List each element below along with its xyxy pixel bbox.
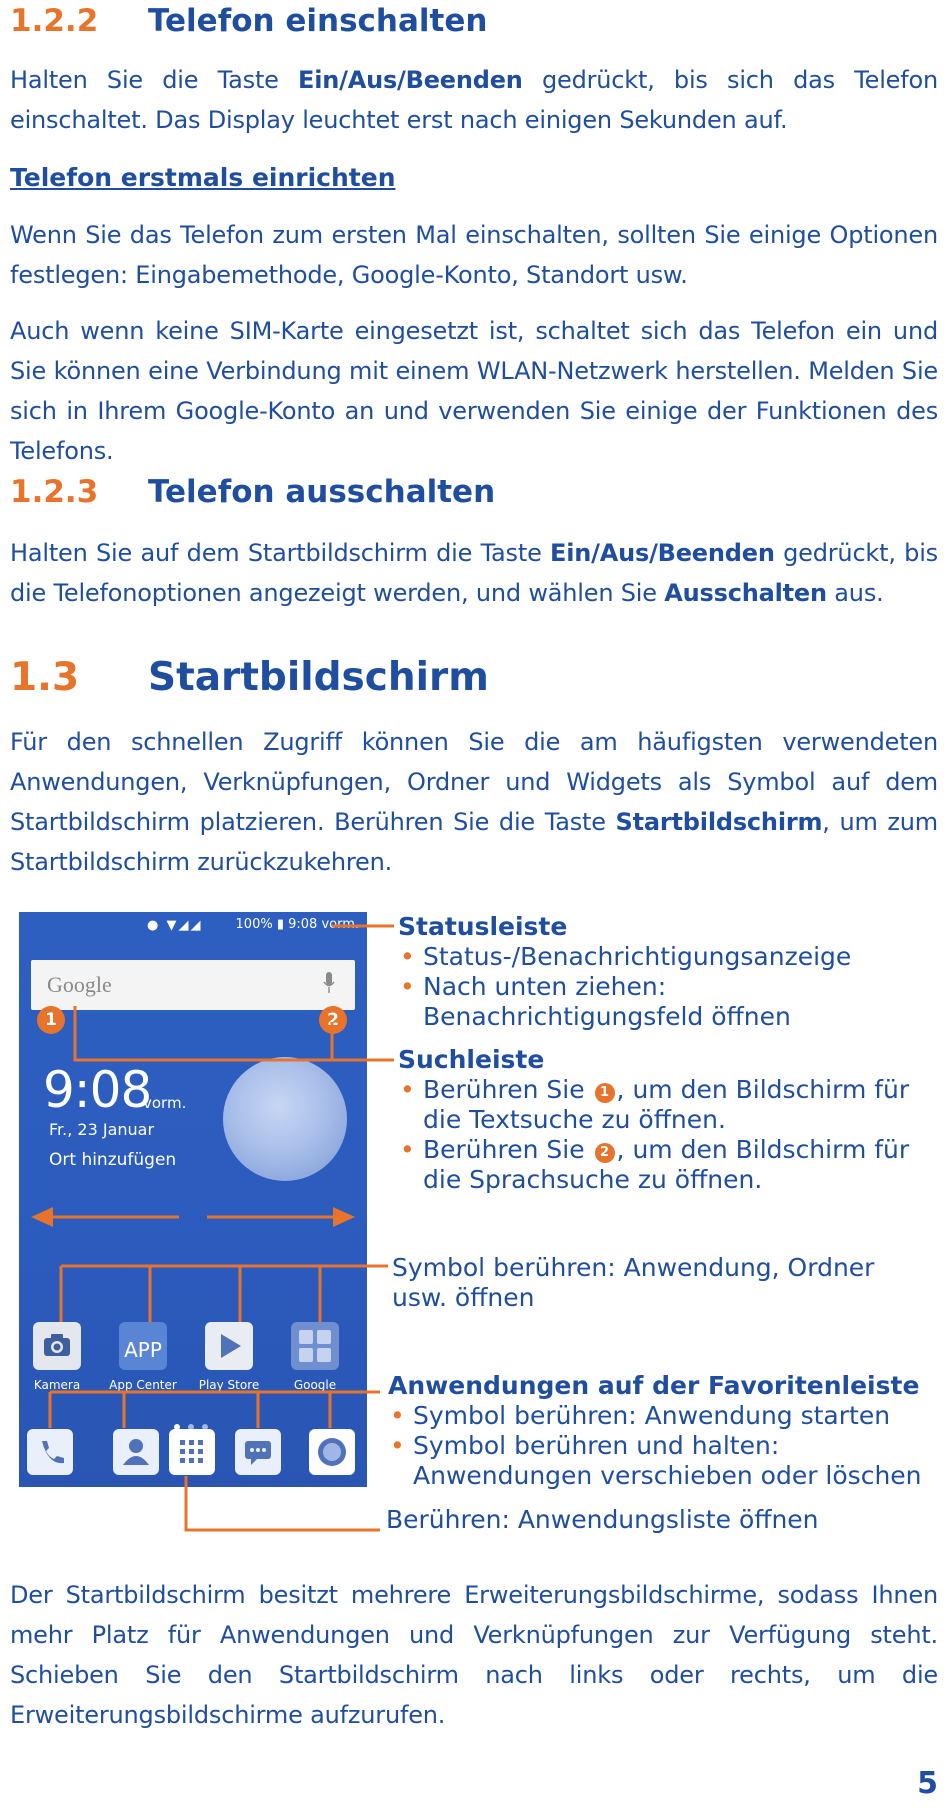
page-number: 5 xyxy=(917,1766,938,1801)
app-label: Google xyxy=(293,1378,337,1392)
callout-item xyxy=(398,1135,918,1195)
text: , um den Bildschirm für die Sprachsuche zu öffnen. xyxy=(423,1135,910,1194)
app-google[interactable] xyxy=(277,1322,353,1392)
text: Halten Sie die Taste xyxy=(10,66,299,94)
text: Berühren Sie xyxy=(423,1075,593,1104)
paragraph-power-off xyxy=(10,533,938,613)
paragraph-homescreen xyxy=(10,722,938,882)
text: , um den Bildschirm für die Textsuche zu öffnen. xyxy=(423,1075,910,1134)
callout-item: • Symbol berühren und halten: Anwendungen verschieben oder löschen xyxy=(388,1431,928,1491)
app-drawer-icon xyxy=(169,1429,215,1475)
section-number: 1.2.3 xyxy=(10,474,99,510)
callout-badge-2: 2 xyxy=(319,1006,347,1034)
callout-search-bar xyxy=(398,1045,918,1195)
key-name: Ein/Aus/Beenden xyxy=(550,539,775,567)
callout-item: • Status-/Benachrichtigungsanzeige xyxy=(398,942,918,972)
paragraph-no-sim: Auch wenn keine SIM-Karte eingesetzt ist, schaltet sich das Telefon ein und Sie können eine Verbindung mit einem WLAN-Netzwerk herstellen. Melden Sie sich in Ihrem Google-Konto an und verwenden Sie einige der Funktionen des Telefons. xyxy=(10,317,938,465)
callout-title: Statusleiste xyxy=(398,912,568,941)
key-name: Startbildschirm xyxy=(615,808,823,836)
search-logo: Google xyxy=(47,972,112,997)
text: gedrückt, bis sich das Telefon einschaltet. Das Display leuchtet erst nach einigen Sekunden auf. xyxy=(10,66,938,134)
section-title: Startbildschirm xyxy=(148,655,489,700)
phone-dial-button[interactable] xyxy=(27,1429,73,1475)
heading-1-2-3 xyxy=(10,472,496,512)
google-folder-icon xyxy=(291,1322,339,1370)
callout-app-list: Berühren: Anwendungsliste öffnen xyxy=(386,1505,819,1534)
paragraph-first-setup: Wenn Sie das Telefon zum ersten Mal einschalten, sollten Sie einige Optionen festlegen: Eingabemethode, Google-Konto, Standort usw. xyxy=(10,221,938,289)
paragraph-extended-screens: Der Startbildschirm besitzt mehrere Erweiterungsbildschirme, sodass Ihnen mehr Platz für Anwendungen und Verknüpfungen zur Verfügung steht. Schieben Sie den Startbildschirm nach links oder rechts, um die Erweiterungsbildschirme aufzurufen. xyxy=(10,1581,938,1729)
text: gedrückt, bis die Telefonoptionen angezeigt werden, und wählen Sie xyxy=(10,539,938,607)
section-number: 1.3 xyxy=(10,655,80,700)
text: aus. xyxy=(826,579,884,607)
text: Berühren Sie xyxy=(423,1135,593,1164)
phone-icon xyxy=(27,1429,73,1475)
app-camera[interactable] xyxy=(19,1322,95,1392)
section-title: Telefon ausschalten xyxy=(148,474,496,510)
app-app-center[interactable] xyxy=(105,1322,181,1392)
option-name: Ausschalten xyxy=(664,579,827,607)
contacts-icon xyxy=(113,1429,159,1475)
app-center-icon-text: APP xyxy=(124,1338,162,1362)
text: Halten Sie auf dem Startbildschirm die Taste xyxy=(10,539,551,567)
badge-1-inline: 1 xyxy=(595,1083,615,1103)
weather-moon-icon xyxy=(223,1057,347,1181)
heading-1-3 xyxy=(10,654,489,702)
add-location-link[interactable]: Ort hinzufügen xyxy=(49,1150,177,1170)
swipe-arrows-icon xyxy=(31,1202,355,1232)
clock-widget-suffix: vorm. xyxy=(143,1094,187,1112)
callout-item xyxy=(398,1075,918,1135)
browser-button[interactable] xyxy=(309,1429,355,1475)
search-bar[interactable] xyxy=(31,960,355,1010)
contacts-button[interactable] xyxy=(113,1429,159,1475)
message-icon xyxy=(235,1429,281,1475)
homescreen-screenshot xyxy=(19,912,367,1487)
app-label: App Center xyxy=(109,1378,177,1392)
clock-widget-date: Fr., 23 Januar xyxy=(49,1120,155,1139)
key-name: Ein/Aus/Beenden xyxy=(298,66,523,94)
status-icons: ● ▼◢◢ xyxy=(147,918,203,933)
app-label: Play Store xyxy=(198,1378,260,1392)
app-label: Kamera xyxy=(33,1378,81,1392)
app-drawer-button[interactable] xyxy=(169,1429,215,1475)
camera-icon xyxy=(33,1322,81,1370)
callout-symbol: Symbol berühren: Anwendung, Ordner usw. öffnen xyxy=(392,1253,875,1312)
messaging-button[interactable] xyxy=(235,1429,281,1475)
callout-status-bar xyxy=(398,912,918,1032)
subheading-first-setup: Telefon erstmals einrichten xyxy=(10,163,396,192)
microphone-icon[interactable] xyxy=(323,972,335,994)
browser-globe-icon xyxy=(309,1429,355,1475)
paragraph-power-on xyxy=(10,60,938,140)
text: Für den schnellen Zugriff können Sie die am häufigsten verwendeten Anwendungen, Verknüpfungen, Ordner und Widgets als Symbol auf dem Startbildschirm platzieren. Berühren Sie die Taste xyxy=(10,728,938,836)
text: , um zum Startbildschirm zurückzukehren. xyxy=(10,808,938,876)
heading-1-2-2 xyxy=(10,1,488,41)
callout-item: • Nach unten ziehen: Benachrichtigungsfeld öffnen xyxy=(398,972,918,1032)
app-center-icon xyxy=(119,1322,167,1370)
section-number: 1.2.2 xyxy=(10,3,99,39)
callout-favorites xyxy=(388,1371,928,1491)
callout-title: Suchleiste xyxy=(398,1045,545,1074)
clock-widget-time: 9:08 xyxy=(43,1061,152,1119)
callout-title: Anwendungen auf der Favoritenleiste xyxy=(388,1371,920,1400)
callout-item: • Symbol berühren: Anwendung starten xyxy=(388,1401,928,1431)
app-play-store[interactable] xyxy=(191,1322,267,1392)
callout-badge-1: 1 xyxy=(37,1006,65,1034)
status-bar-text: 100% ▮ 9:08 vorm. xyxy=(235,917,359,932)
section-title: Telefon einschalten xyxy=(148,3,488,39)
badge-2-inline: 2 xyxy=(595,1143,615,1163)
play-store-icon xyxy=(205,1322,253,1370)
